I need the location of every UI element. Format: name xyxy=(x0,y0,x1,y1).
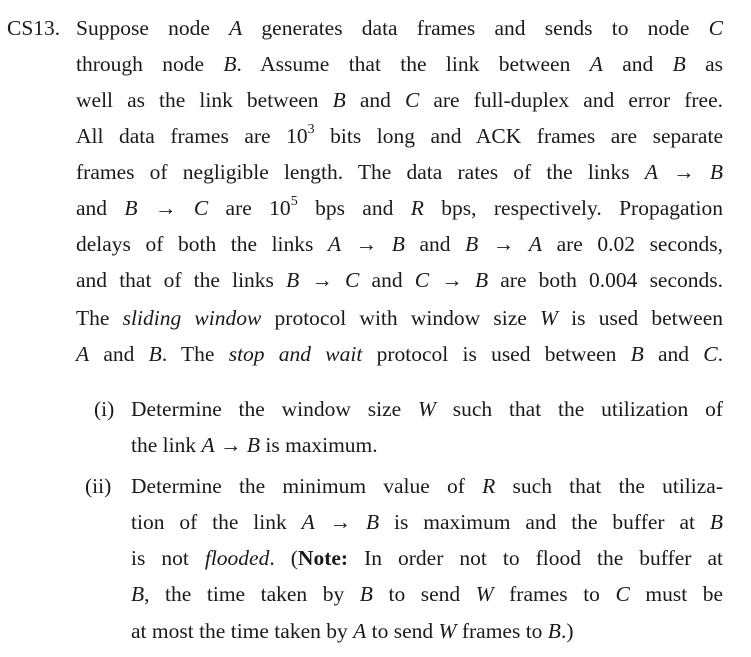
problem-line-4: All data frames are $10^3$ bits long and ACK frames are separate xyxy=(76,121,723,148)
part-i-label: (i) xyxy=(94,397,115,421)
problem-line-8: and that of the links B → C and C → B are both 0.004 seconds. xyxy=(76,268,724,292)
part-ii-line-1: Determine the minimum value of R such that the utiliza- xyxy=(131,474,723,498)
part-ii-label: (ii) xyxy=(85,474,112,498)
part-ii-line-4: B, the time taken by B to send W frames to C must be xyxy=(131,582,724,606)
part-i-line-2: the link A → B is maximum. xyxy=(131,433,378,457)
problem-id: CS13. xyxy=(7,16,61,40)
problem-line-9: The sliding window protocol with window size W is used between xyxy=(76,306,723,330)
problem-line-2: through node B. Assume that the link between A and B as xyxy=(76,52,723,76)
part-i-line-1: Determine the window size W such that the utilization of xyxy=(131,397,723,421)
part-ii-line-5: at most the time taken by A to send W frames to B.) xyxy=(131,619,574,643)
problem-line-7: delays of both the links A → B and B → A are 0.02 seconds, xyxy=(76,232,724,256)
part-ii-line-2: tion of the link A → B is maximum and the buffer at B xyxy=(131,510,723,534)
problem-line-3: well as the link between B and C are full-duplex and error free. xyxy=(76,88,723,112)
problem-line-10: A and B. The stop and wait protocol is used between B and C. xyxy=(76,342,723,366)
problem-line-1: Suppose node A generates data frames and sends to node C xyxy=(76,16,723,40)
part-ii-line-3: is not flooded. (Note: In order not to flood the buffer at xyxy=(131,546,723,570)
problem-line-5: frames of negligible length. The data rates of the links A → B xyxy=(76,160,724,184)
problem-line-6: and B → C are $10^5$ bps and R bps, respectively. Propagation xyxy=(76,193,723,220)
